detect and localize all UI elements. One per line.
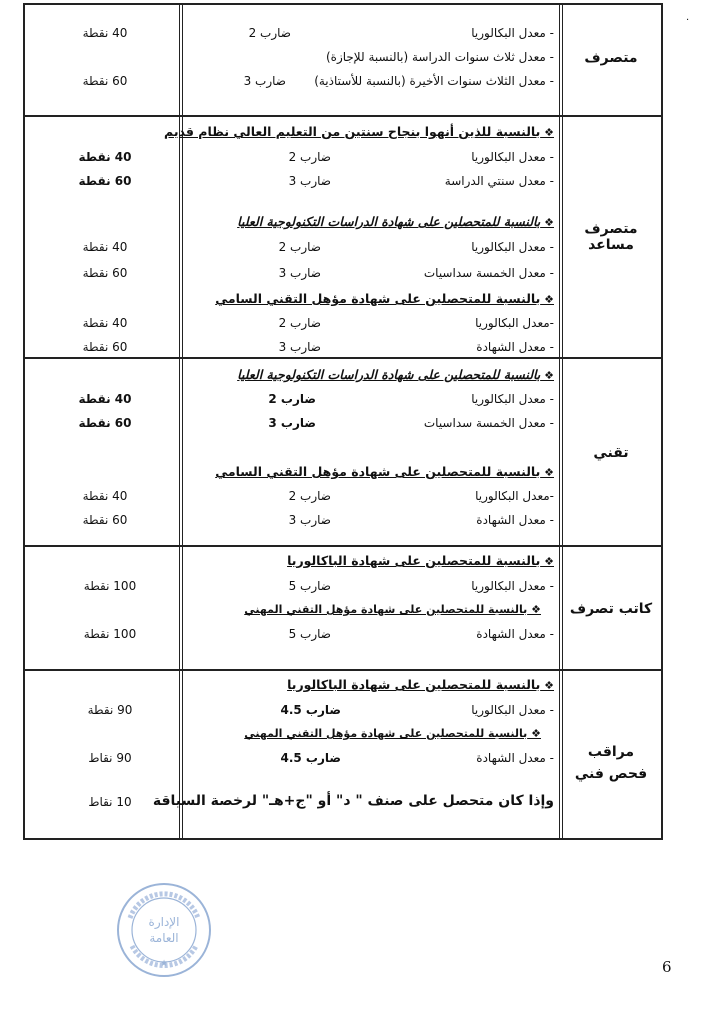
page-number: 6: [662, 958, 672, 976]
stamp-line-1: الإدارة: [148, 915, 180, 929]
coefficient-text: ضارب 2: [268, 392, 316, 406]
table-row: [25, 547, 661, 671]
coefficient-text: ضارب 3: [278, 340, 321, 354]
criterion-text: - معدل البكالوريا: [471, 26, 554, 40]
criterion-text: - معدل الثلاث سنوات الأخيرة (بالنسبة للأستاذية): [314, 74, 554, 88]
corner-mark: .: [686, 12, 690, 23]
criterion-text: -معدل البكالوريا: [475, 489, 554, 503]
points-text: 60 نقطة: [82, 340, 128, 354]
points-text: 40 نقطة: [82, 26, 128, 40]
coefficient-text: ضارب 3: [278, 266, 321, 280]
coefficient-text: ضارب 3: [288, 174, 331, 188]
bullet-icon: ❖: [540, 293, 554, 306]
points-text: 40 نقطة: [78, 392, 132, 406]
coefficient-text: ضارب 2: [288, 489, 331, 503]
group-heading: ❖ بالنسبة للمتحصلين على شهادة الباكالوريا: [287, 677, 554, 692]
points-text: 60 نقطة: [78, 174, 132, 188]
coefficient-text: ضارب 3: [268, 416, 316, 430]
coefficient-text: ضارب 2: [278, 316, 321, 330]
criterion-text: - معدل البكالوريا: [471, 703, 554, 717]
points-text: 60 نقطة: [78, 416, 132, 430]
group-heading: ❖ بالنسبة للمتحصلين على شهادة الباكالوريا: [287, 553, 554, 568]
criterion-text: - معدل البكالوريا: [471, 240, 554, 254]
points-text: 40 نقطة: [82, 240, 128, 254]
bullet-icon: ❖: [540, 466, 554, 479]
coefficient-text: ضارب 4.5: [280, 703, 341, 717]
coefficient-text: ضارب 3: [243, 74, 286, 88]
recruitment-criteria-table: [23, 3, 663, 840]
criterion-text: - معدل البكالوريا: [471, 150, 554, 164]
bullet-icon: ❖: [527, 727, 541, 740]
bullet-icon: ❖: [527, 603, 541, 616]
coefficient-text: ضارب 2: [248, 26, 291, 40]
points-text: 100 نقطة: [83, 627, 137, 641]
criterion-text: - معدل البكالوريا: [471, 392, 554, 406]
coefficient-text: ضارب 5: [288, 627, 331, 641]
table-row: [25, 117, 661, 359]
group-heading: ❖ بالنسبة للمتحصلين على شهادة مؤهل التقني السامي: [215, 291, 554, 306]
points-text: 100 نقطة: [83, 579, 137, 593]
grade-label: كاتب تصرف: [569, 601, 653, 617]
group-heading: ❖ بالنسبة للمتحصلين على شهادة مؤهل التقني المهني: [244, 727, 541, 740]
official-stamp: [114, 880, 214, 980]
table-row: [25, 359, 661, 547]
points-text: 40 نقطة: [78, 150, 132, 164]
points-text: 60 نقطة: [82, 74, 128, 88]
group-heading: ❖ بالنسبة للمتحصلين على شهادة مؤهل التقني السامي: [215, 464, 554, 479]
grade-label: مراقب فحص فني: [574, 744, 648, 782]
coefficient-text: ضارب 5: [288, 579, 331, 593]
group-heading: ❖ بالنسبة للمتحصلين على شهادة الدراسات التكنولوجية العليا: [237, 214, 554, 229]
points-text: 40 نقطة: [82, 316, 128, 330]
bullet-icon: ❖: [540, 555, 554, 568]
bullet-icon: ❖: [540, 679, 554, 692]
criterion-text: - معدل البكالوريا: [471, 579, 554, 593]
criterion-text: - معدل سنتي الدراسة: [444, 174, 554, 188]
table-row: [25, 671, 661, 842]
criterion-text: - معدل الشهادة: [476, 627, 554, 641]
criterion-text: - معدل الشهادة: [476, 751, 554, 765]
points-text: 10 نقاط: [88, 795, 132, 809]
group-heading: ❖ بالنسبة للمتحصلين على شهادة مؤهل التقني المهني: [244, 603, 541, 616]
bullet-icon: ❖: [540, 126, 554, 139]
stamp-line-2: العامة: [149, 931, 179, 945]
grade-label: تقني: [593, 445, 629, 461]
points-text: 90 نقطة: [87, 703, 133, 717]
points-text: 60 نقطة: [82, 513, 128, 527]
group-heading: ❖ بالنسبة للمتحصلين على شهادة الدراسات التكنولوجية العليا: [237, 367, 554, 382]
coefficient-text: ضارب 2: [288, 150, 331, 164]
coefficient-text: ضارب 3: [288, 513, 331, 527]
star-icon: ★: [159, 959, 169, 969]
grade-label: متصرف: [584, 50, 638, 66]
bullet-icon: ❖: [540, 369, 554, 382]
coefficient-text: ضارب 2: [278, 240, 321, 254]
criterion-text: - معدل الخمسة سداسيات: [423, 266, 554, 280]
criterion-text: - معدل ثلاث سنوات الدراسة (بالنسبة للإجازة): [325, 50, 554, 64]
coefficient-text: ضارب 4.5: [280, 751, 341, 765]
criterion-text: - معدل الشهادة: [476, 513, 554, 527]
criterion-text: -معدل البكالوريا: [475, 316, 554, 330]
criterion-text: - معدل الشهادة: [476, 340, 554, 354]
points-text: 90 نقاط: [88, 751, 132, 765]
grade-label: متصرف مساعد: [584, 221, 638, 253]
group-heading: ❖ بالنسبة للذين أنهوا بنجاح سنتين من التعليم العالي نظام قديم: [164, 124, 554, 139]
table-row: [25, 5, 661, 117]
driving-license-note: وإذا كان متحصل على صنف " د" أو "ج+هـ" لرخصة السياقة: [152, 793, 554, 809]
points-text: 60 نقطة: [82, 266, 128, 280]
points-text: 40 نقطة: [82, 489, 128, 503]
bullet-icon: ❖: [540, 216, 554, 229]
criterion-text: - معدل الخمسة سداسيات: [423, 416, 554, 430]
